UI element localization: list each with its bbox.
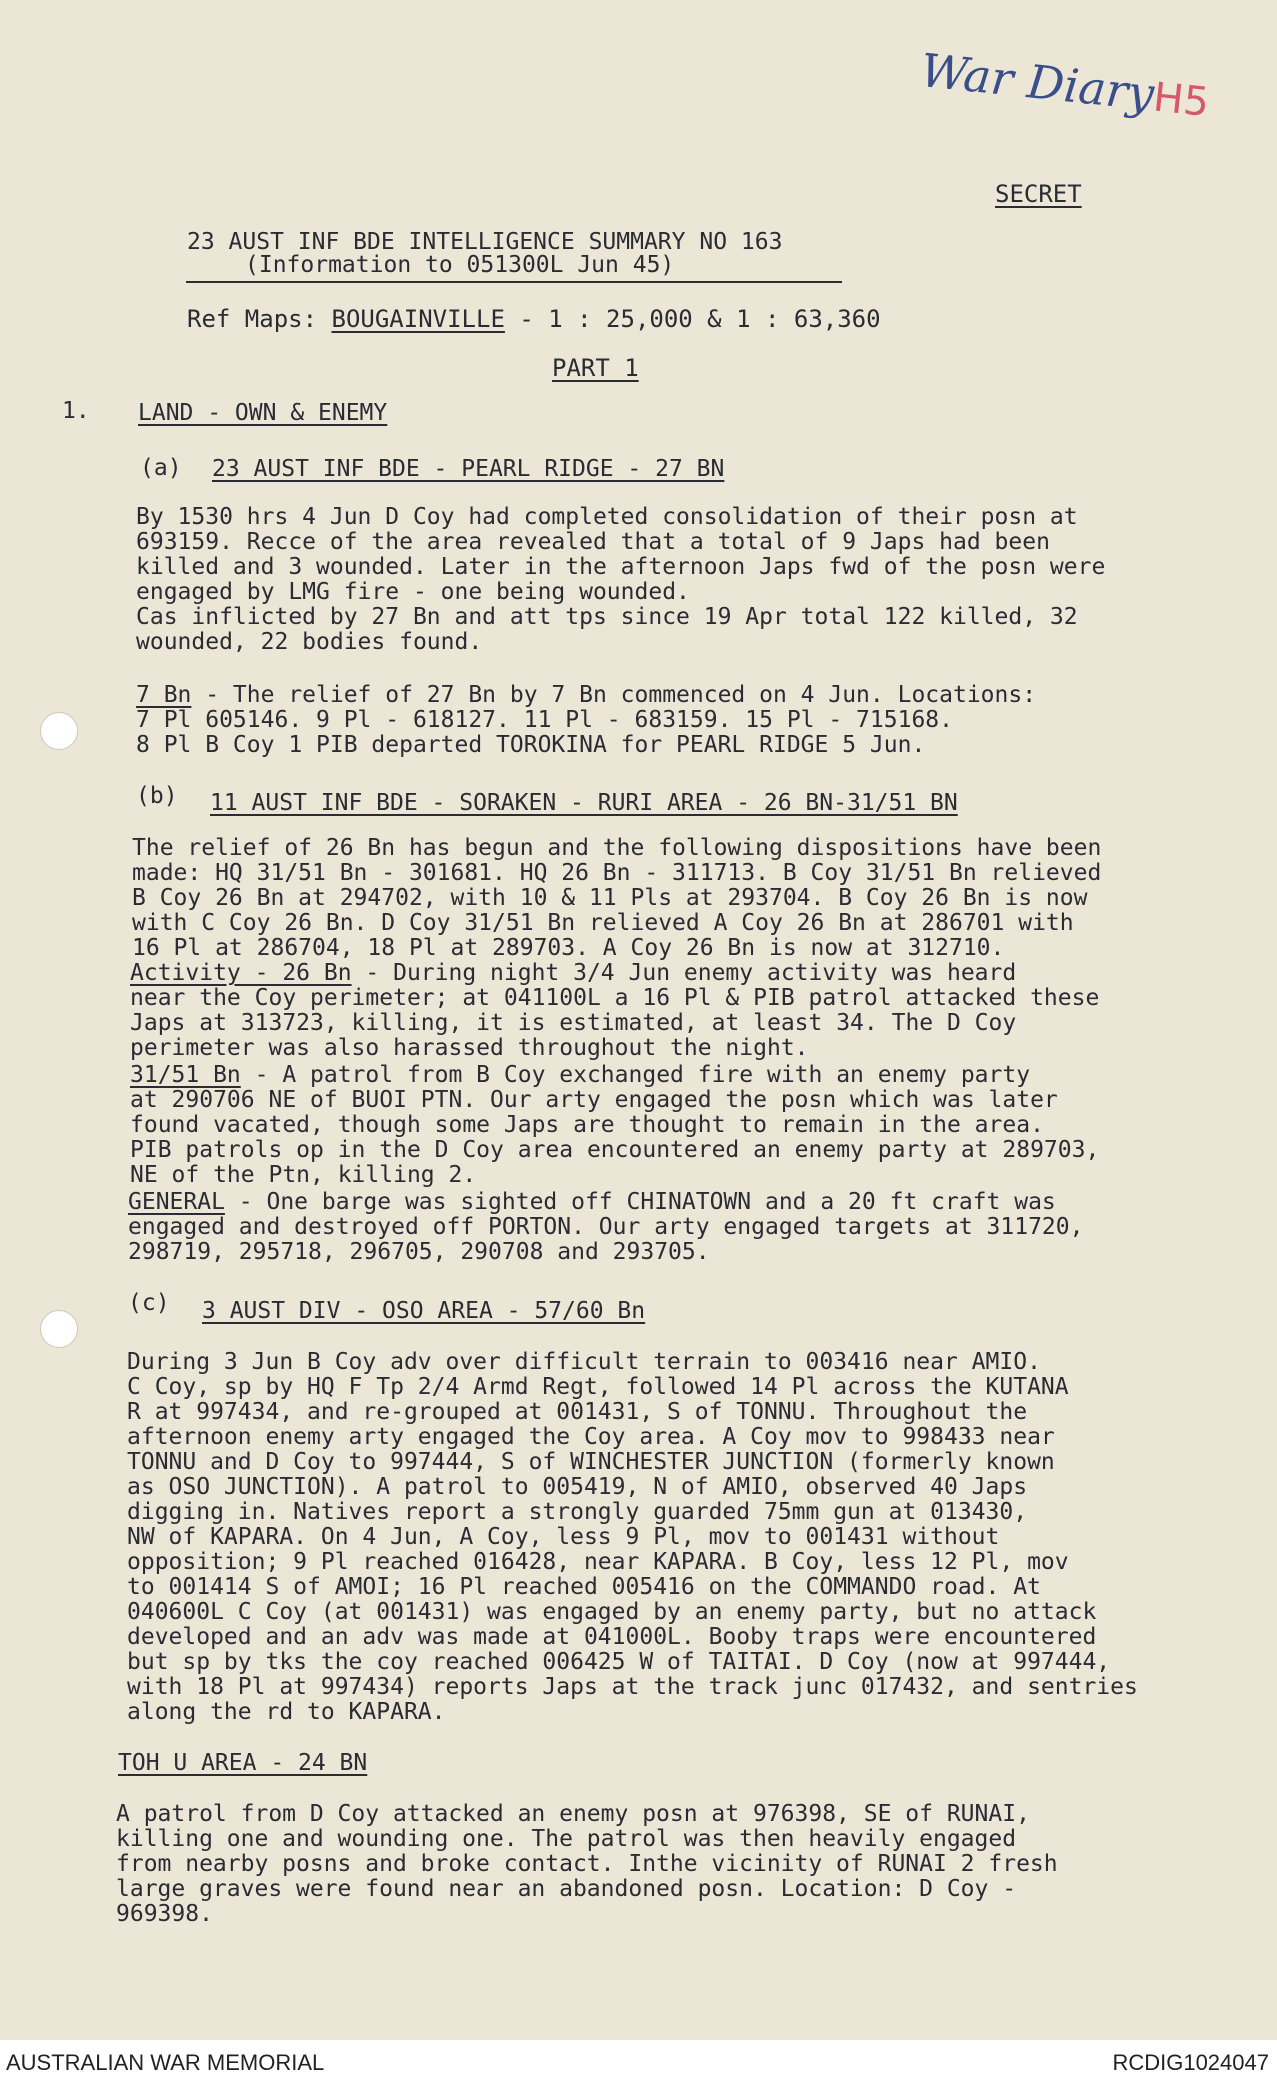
text-line: - The relief of 27 Bn by 7 Bn commenced on 4 Jun. Locations: <box>191 682 1037 708</box>
text-line: found vacated, though some Japs are thought to remain in the area. <box>130 1112 1044 1138</box>
text-line: During 3 Jun B Coy adv over difficult terrain to 003416 near AMIO. <box>127 1349 1041 1375</box>
subsection-c-paragraph <box>127 1350 1138 1725</box>
subsection-b-label: (b) <box>136 783 178 809</box>
subsection-b-3151-bn <box>130 1063 1099 1188</box>
text-line: afternoon enemy arty engaged the Coy area. A Coy mov to 998433 near <box>127 1424 1055 1450</box>
text-line: - During night 3/4 Jun enemy activity was heard <box>351 960 1017 986</box>
text-line: Cas inflicted by 27 Bn and att tps since 19 Apr total 122 killed, 32 <box>136 604 1078 630</box>
text-line: 969398. <box>116 1901 213 1927</box>
subsection-b-heading: 11 AUST INF BDE - SORAKEN - RURI AREA - 26 BN-31/51 BN <box>210 790 958 816</box>
text-line: Japs at 313723, killing, it is estimated, at least 34. The D Coy <box>130 1010 1017 1036</box>
text-line: C Coy, sp by HQ F Tp 2/4 Armd Regt, followed 14 Pl across the KUTANA <box>127 1374 1069 1400</box>
punch-hole <box>40 712 78 750</box>
annotation-ref: H5 <box>1151 74 1212 127</box>
text-line: opposition; 9 Pl reached 016428, near KAPARA. B Coy, less 12 Pl, mov <box>127 1549 1069 1575</box>
subsection-a-paragraph-1 <box>136 505 1105 655</box>
ref-maps <box>187 305 881 333</box>
subsection-a-label: (a) <box>140 455 182 481</box>
text-line: By 1530 hrs 4 Jun D Coy had completed consolidation of their posn at <box>136 504 1078 530</box>
handwritten-annotation <box>918 43 1212 127</box>
text-line: large graves were found near an abandoned posn. Location: D Coy - <box>116 1876 1017 1902</box>
text-line: but sp by tks the coy reached 006425 W of TAITAI. D Coy (now at 997444, <box>127 1649 1111 1675</box>
subsection-a-paragraph-2 <box>136 683 1036 758</box>
text-line: digging in. Natives report a strongly guarded 75mm gun at 013430, <box>127 1499 1028 1525</box>
text-line: along the rd to KAPARA. <box>127 1699 446 1725</box>
ref-maps-label: Ref Maps: <box>187 305 318 333</box>
text-line: developed and an adv was made at 041000L. Booby traps were encountered <box>127 1624 1097 1650</box>
unit-label: GENERAL <box>128 1189 225 1215</box>
text-line: with 18 Pl at 997434) reports Japs at the track junc 017432, and sentries <box>127 1674 1138 1700</box>
unit-label: 7 Bn <box>136 682 192 708</box>
subsection-b-general <box>128 1190 1083 1265</box>
part-heading: PART 1 <box>552 354 639 382</box>
text-line: from nearby posns and broke contact. Inthe vicinity of RUNAI 2 fresh <box>116 1851 1058 1877</box>
punch-hole <box>40 1310 78 1348</box>
classification-label: SECRET <box>995 180 1082 208</box>
text-line: with C Coy 26 Bn. D Coy 31/51 Bn relieved A Coy 26 Bn at 286701 with <box>132 910 1074 936</box>
text-line: PIB patrols op in the D Coy area encountered an enemy party at 289703, <box>130 1137 1100 1163</box>
unit-label: Activity - 26 Bn <box>130 960 352 986</box>
text-line: R at 997434, and re-grouped at 001431, S of TONNU. Throughout the <box>127 1399 1028 1425</box>
archive-footer <box>0 2040 1277 2082</box>
subsection-a-heading: 23 AUST INF BDE - PEARL RIDGE - 27 BN <box>212 456 725 482</box>
document-title: 23 AUST INF BDE INTELLIGENCE SUMMARY NO 163 <box>187 229 783 255</box>
text-line: wounded, 22 bodies found. <box>136 629 483 655</box>
ref-maps-name: BOUGAINVILLE <box>331 305 505 333</box>
toh-u-paragraph <box>116 1802 1058 1927</box>
text-line: TONNU and D Coy to 997444, S of WINCHESTER JUNCTION (formerly known <box>127 1449 1055 1475</box>
text-line: 040600L C Coy (at 001431) was engaged by an enemy party, but no attack <box>127 1599 1097 1625</box>
section-heading: LAND - OWN & ENEMY <box>138 400 388 426</box>
text-line: near the Coy perimeter; at 041100L a 16 Pl & PIB patrol attacked these <box>130 985 1100 1011</box>
document-subtitle: (Information to 051300L Jun 45) <box>245 252 675 278</box>
toh-u-heading: TOH U AREA - 24 BN <box>118 1750 368 1776</box>
text-line: at 290706 NE of BUOI PTN. Our arty engaged the posn which was later <box>130 1087 1058 1113</box>
text-line: perimeter was also harassed throughout the night. <box>130 1035 809 1061</box>
text-line: B Coy 26 Bn at 294702, with 10 & 11 Pls at 293704. B Coy 26 Bn is now <box>132 885 1088 911</box>
unit-label: 31/51 Bn <box>130 1062 241 1088</box>
text-line: - A patrol from B Coy exchanged fire with an enemy party <box>240 1062 1031 1088</box>
text-line: to 001414 S of AMOI; 16 Pl reached 005416 on the COMMANDO road. At <box>127 1574 1041 1600</box>
text-line: killing one and wounding one. The patrol was then heavily engaged <box>116 1826 1017 1852</box>
text-line: 8 Pl B Coy 1 PIB departed TOROKINA for PEARL RIDGE 5 Jun. <box>136 732 926 758</box>
text-line: killed and 3 wounded. Later in the afternoon Japs fwd of the posn were <box>136 554 1106 580</box>
footer-right: RCDIG1024047 <box>1112 2050 1269 2075</box>
subsection-b-activity <box>130 961 1099 1061</box>
text-line: NW of KAPARA. On 4 Jun, A Coy, less 9 Pl, mov to 001431 without <box>127 1524 1000 1550</box>
ref-maps-scale: - 1 : 25,000 & 1 : 63,360 <box>519 305 881 333</box>
text-line: made: HQ 31/51 Bn - 301681. HQ 26 Bn - 311713. B Coy 31/51 Bn relieved <box>132 860 1102 886</box>
subsection-c-label: (c) <box>128 1290 170 1316</box>
text-line: 7 Pl 605146. 9 Pl - 618127. 11 Pl - 683159. 15 Pl - 715168. <box>136 707 953 733</box>
text-line: engaged and destroyed off PORTON. Our arty engaged targets at 311720, <box>128 1214 1084 1240</box>
text-line: The relief of 26 Bn has begun and the following dispositions have been <box>132 835 1102 861</box>
text-line: - One barge was sighted off CHINATOWN and a 20 ft craft was <box>224 1189 1056 1215</box>
text-line: 298719, 295718, 296705, 290708 and 293705. <box>128 1239 710 1265</box>
subsection-c-heading: 3 AUST DIV - OSO AREA - 57/60 Bn <box>202 1298 646 1324</box>
annotation-text: War Diary <box>917 42 1157 122</box>
text-line: engaged by LMG fire - one being wounded. <box>136 579 690 605</box>
subsection-b-paragraph-1 <box>132 836 1101 961</box>
footer-left: AUSTRALIAN WAR MEMORIAL <box>6 2050 325 2075</box>
text-line: NE of the Ptn, killing 2. <box>130 1162 477 1188</box>
text-line: 693159. Recce of the area revealed that a total of 9 Japs had been <box>136 529 1050 555</box>
text-line: as OSO JUNCTION). A patrol to 005419, N of AMIO, observed 40 Japs <box>127 1474 1028 1500</box>
title-underline <box>186 281 842 283</box>
text-line: A patrol from D Coy attacked an enemy posn at 976398, SE of RUNAI, <box>116 1801 1030 1827</box>
section-number: 1. <box>62 398 90 424</box>
text-line: 16 Pl at 286704, 18 Pl at 289703. A Coy 26 Bn is now at 312710. <box>132 935 1005 961</box>
